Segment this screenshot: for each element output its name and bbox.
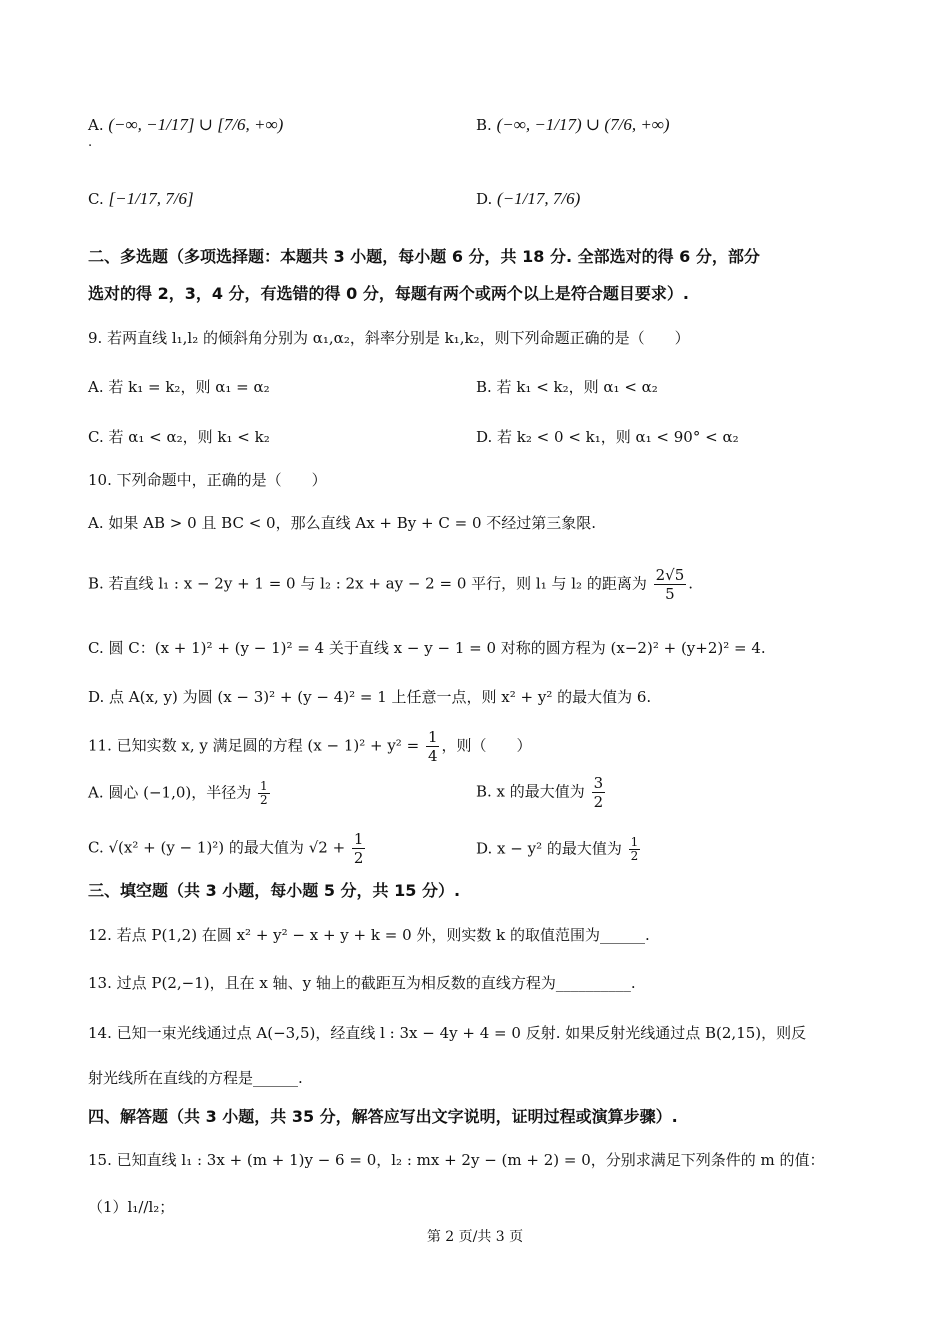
q11-stem-text: 11. 已知实数 x, y 满足圆的方程 (x − 1)² + y² = — [88, 736, 420, 755]
page-footer: 第 2 页/共 3 页 — [426, 1229, 524, 1245]
q8-option-d — [476, 188, 580, 210]
q15-part1: （1）l₁//l₂； — [88, 1198, 175, 1216]
q10-option-d: D. 点 A(x, y) 为圆 (x − 3)² + (y − 4)² = 1 上任意一点，则 x² + y² 的最大值为 6. — [88, 688, 652, 706]
q8-option-a-dot: . — [88, 135, 93, 150]
q9-option-d: D. 若 k₂ < 0 < k₁，则 α₁ < 90° < α₂ — [476, 428, 739, 446]
q8-option-b-label: B. — [476, 116, 492, 134]
q11-option-d-numerator: 1 — [630, 835, 639, 849]
q8-option-c-expr: [−1/17, 7/6] — [108, 189, 194, 208]
q9-option-b: B. 若 k₁ < k₂，则 α₁ < α₂ — [476, 378, 658, 396]
q11-stem-numerator: 1 — [427, 728, 438, 746]
q9-option-a: A. 若 k₁ = k₂，则 α₁ = α₂ — [88, 378, 270, 396]
q11-stem-end: ，则（ ） — [441, 736, 532, 755]
q10-option-b-text: B. 若直线 l₁ : x − 2y + 1 = 0 与 l₂ : 2x + ay − 2 = 0 平行，则 l₁ 与 l₂ 的距离为 — [88, 574, 647, 593]
section2-heading-line2: 选对的得 2，3，4 分，有选错的得 0 分，每题有两个或两个以上是符合题目要求）. — [88, 284, 689, 303]
q10-option-b-numerator: 2√5 — [655, 566, 685, 584]
q9-stem: 9. 若两直线 l₁,l₂ 的倾斜角分别为 α₁,α₂，斜率分别是 k₁,k₂，则下列命题正确的是（ ） — [88, 329, 690, 347]
q8-option-c — [88, 188, 194, 210]
q11-option-a-denominator: 2 — [260, 793, 268, 807]
q11-option-c-text: C. √(x² + (y − 1)²) 的最大值为 √2 + — [88, 838, 346, 857]
q11-option-b — [476, 774, 607, 811]
q10-option-b-end: . — [688, 574, 694, 593]
q11-stem — [88, 728, 532, 765]
section4-heading: 四、解答题（共 3 小题，共 35 分，解答应写出文字说明，证明过程或演算步骤）. — [88, 1107, 678, 1126]
section2-heading-line1: 二、多选题（多项选择题：本题共 3 小题，每小题 6 分，共 18 分. 全部选对的得 6 分，部分 — [88, 247, 760, 266]
q11-option-a-text: A. 圆心 (−1,0)，半径为 — [88, 783, 252, 802]
q11-option-b-denominator: 2 — [593, 793, 604, 811]
q11-option-a-fraction — [258, 780, 270, 807]
q8-option-b-expr: (−∞, −1/17) ∪ (7/6, +∞) — [496, 115, 670, 134]
q11-option-d-denominator: 2 — [630, 849, 639, 863]
q12-text: 12. 若点 P(1,2) 在圆 x² + y² − x + y + k = 0 外，则实数 k 的取值范围为______. — [88, 926, 650, 944]
q11-option-d-text: D. x − y² 的最大值为 — [476, 839, 622, 858]
q10-option-c: C. 圆 C：(x + 1)² + (y − 1)² = 4 关于直线 x − y − 1 = 0 对称的圆方程为 (x−2)² + (y+2)² = 4. — [88, 639, 766, 657]
q15-stem: 15. 已知直线 l₁ : 3x + (m + 1)y − 6 = 0，l₂ : mx + 2y − (m + 2) = 0，分别求满足下列条件的 m 的值： — [88, 1151, 825, 1169]
q11-stem-denominator: 4 — [427, 747, 438, 765]
q11-option-d — [476, 836, 642, 863]
q11-option-c-denominator: 2 — [353, 849, 364, 867]
q8-option-d-expr: (−1/17, 7/6) — [497, 189, 581, 208]
q11-option-c-numerator: 1 — [353, 830, 364, 848]
q8-option-b — [476, 114, 670, 136]
q10-option-b-fraction — [654, 566, 687, 603]
q8-option-c-label: C. — [88, 190, 104, 208]
section3-heading: 三、填空题（共 3 小题，每小题 5 分，共 15 分）. — [88, 881, 461, 900]
q8-option-a — [88, 114, 283, 136]
q11-option-b-text: B. x 的最大值为 — [476, 782, 585, 801]
q8-option-d-label: D. — [476, 190, 493, 208]
q11-option-a — [88, 780, 272, 807]
q10-option-a: A. 如果 AB > 0 且 BC < 0，那么直线 Ax + By + C = 0 不经过第三象限. — [88, 514, 597, 532]
q10-stem: 10. 下列命题中，正确的是（ ） — [88, 471, 327, 489]
q11-stem-fraction — [426, 728, 440, 765]
q11-option-c — [88, 830, 367, 867]
q8-option-a-expr: (−∞, −1/17] ∪ [7/6, +∞) — [108, 115, 284, 134]
q11-option-c-fraction — [352, 830, 366, 867]
q11-option-a-numerator: 1 — [260, 779, 268, 793]
q11-option-b-numerator: 3 — [593, 774, 604, 792]
q10-option-b-denominator: 5 — [665, 585, 675, 603]
q13-text: 13. 过点 P(2,−1)，且在 x 轴、y 轴上的截距互为相反数的直线方程为__________. — [88, 974, 636, 992]
q8-option-a-label: A. — [88, 116, 104, 134]
q14-line1: 14. 已知一束光线通过点 A(−3,5)，经直线 l : 3x − 4y + 4 = 0 反射. 如果反射光线通过点 B(2,15)，则反 — [88, 1024, 807, 1042]
q9-option-c: C. 若 α₁ < α₂，则 k₁ < k₂ — [88, 428, 270, 446]
q11-option-b-fraction — [592, 774, 606, 811]
q11-option-d-fraction — [629, 836, 641, 863]
q14-line2: 射光线所在直线的方程是______. — [88, 1069, 303, 1087]
q10-option-b — [88, 566, 693, 603]
